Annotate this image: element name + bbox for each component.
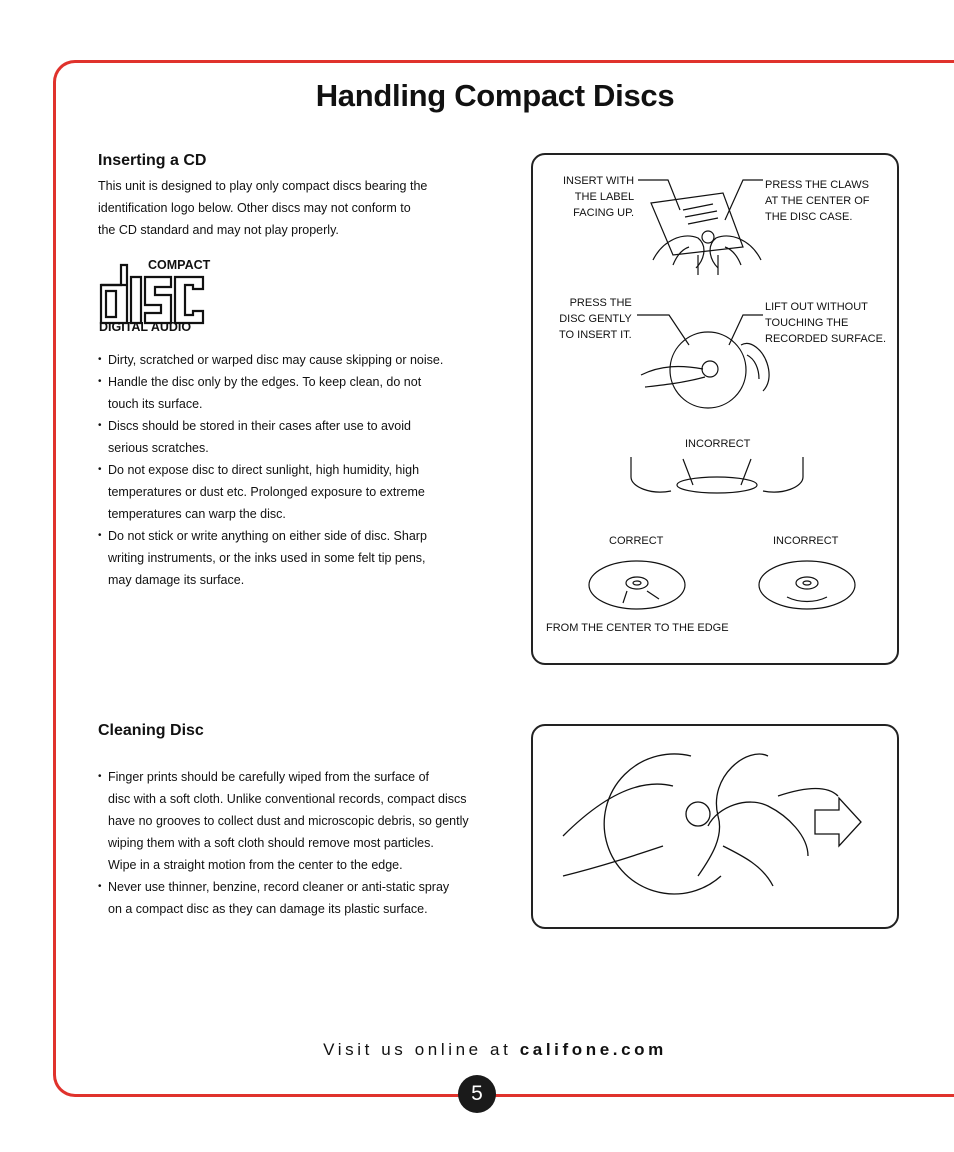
inserting-heading: Inserting a CD xyxy=(98,152,207,169)
cleaning-bullets xyxy=(98,766,498,920)
cleaning-heading: Cleaning Disc xyxy=(98,722,204,739)
bullet-line: • Handle the disc only by the edges. To keep clean, do not xyxy=(108,375,422,389)
lift-out-label xyxy=(765,299,886,347)
correct-label: CORRECT xyxy=(609,535,664,547)
press-gently-label xyxy=(559,295,632,343)
center-to-edge-label: FROM THE CENTER TO THE EDGE xyxy=(546,622,729,634)
list-item xyxy=(98,415,498,459)
bullet-line: • Dirty, scratched or warped disc may cause skipping or noise. xyxy=(108,353,444,367)
list-item xyxy=(98,459,498,525)
bullet-line: • Discs should be stored in their cases after use to avoid xyxy=(108,419,411,433)
label-line: INSERT WITH xyxy=(563,175,635,187)
intro-line: the CD standard and may not play properly. xyxy=(98,223,339,237)
compact-disc-logo xyxy=(98,257,223,333)
cleaning-illustration xyxy=(533,726,897,927)
footer-prefix: Visit us online at xyxy=(323,1040,520,1059)
bullet-line: writing instruments, or the inks used in some felt tip pens, xyxy=(108,551,426,565)
bullet-line: serious scratches. xyxy=(108,441,209,455)
logo-top-text: COMPACT xyxy=(148,258,211,272)
bullet-line: Wipe in a straight motion from the center to the edge. xyxy=(108,858,403,872)
intro-line: This unit is designed to play only compact discs bearing the xyxy=(98,179,428,193)
list-item xyxy=(98,876,498,920)
bullet-line: • Never use thinner, benzine, record cleaner or anti-static spray xyxy=(108,880,450,894)
list-item xyxy=(98,525,498,591)
bullet-line: wiping them with a soft cloth should remove most particles. xyxy=(108,836,434,850)
list-item xyxy=(98,371,498,415)
inserting-bullets xyxy=(98,349,498,591)
label-line: AT THE CENTER OF xyxy=(765,195,870,207)
disc-handling-diagram xyxy=(531,153,899,665)
label-line: TO INSERT IT. xyxy=(559,329,632,341)
bullet-line: • Do not expose disc to direct sunlight, high humidity, high xyxy=(108,463,420,477)
label-line: THE DISC CASE. xyxy=(765,211,853,223)
label-line: LIFT OUT WITHOUT xyxy=(765,301,868,313)
label-line: TOUCHING THE xyxy=(765,317,849,329)
label-line: RECORDED SURFACE. xyxy=(765,333,887,345)
bullet-line: may damage its surface. xyxy=(108,573,245,587)
press-claws-label xyxy=(765,177,870,225)
cleaning-diagram xyxy=(531,724,899,929)
bullet-line: touch its surface. xyxy=(108,397,203,411)
footer-site-link[interactable]: califone.com xyxy=(519,1040,667,1059)
logo-bottom-text: DIGITAL AUDIO xyxy=(99,320,192,333)
diagram-illustration xyxy=(533,155,897,663)
page-number-badge: 5 xyxy=(458,1075,496,1113)
bullet-line: have no grooves to collect dust and microscopic debris, so gently xyxy=(108,814,469,828)
bullet-line: on a compact disc as they can damage its plastic surface. xyxy=(108,902,428,916)
bullet-line: temperatures or dust etc. Prolonged exposure to extreme xyxy=(108,485,425,499)
bullet-line: • Finger prints should be carefully wiped from the surface of xyxy=(108,770,429,784)
label-line: PRESS THE xyxy=(569,297,632,309)
list-item xyxy=(98,349,498,371)
intro-line: identification logo below. Other discs may not conform to xyxy=(98,201,411,215)
incorrect-top-label: INCORRECT xyxy=(685,438,751,450)
bullet-line: temperatures can warp the disc. xyxy=(108,507,286,521)
footer-text xyxy=(0,1040,954,1060)
inserting-intro xyxy=(98,175,473,241)
page-title: Handling Compact Discs xyxy=(315,78,675,113)
label-line: FACING UP. xyxy=(573,207,635,219)
label-line: THE LABEL xyxy=(574,191,635,203)
insert-label xyxy=(563,173,634,221)
incorrect-right-label: INCORRECT xyxy=(773,535,839,547)
bullet-line: • Do not stick or write anything on either side of disc. Sharp xyxy=(108,529,427,543)
label-line: PRESS THE CLAWS xyxy=(765,179,869,191)
label-line: DISC GENTLY xyxy=(559,313,632,325)
list-item xyxy=(98,766,498,876)
bullet-line: disc with a soft cloth. Unlike conventional records, compact discs xyxy=(108,792,467,806)
